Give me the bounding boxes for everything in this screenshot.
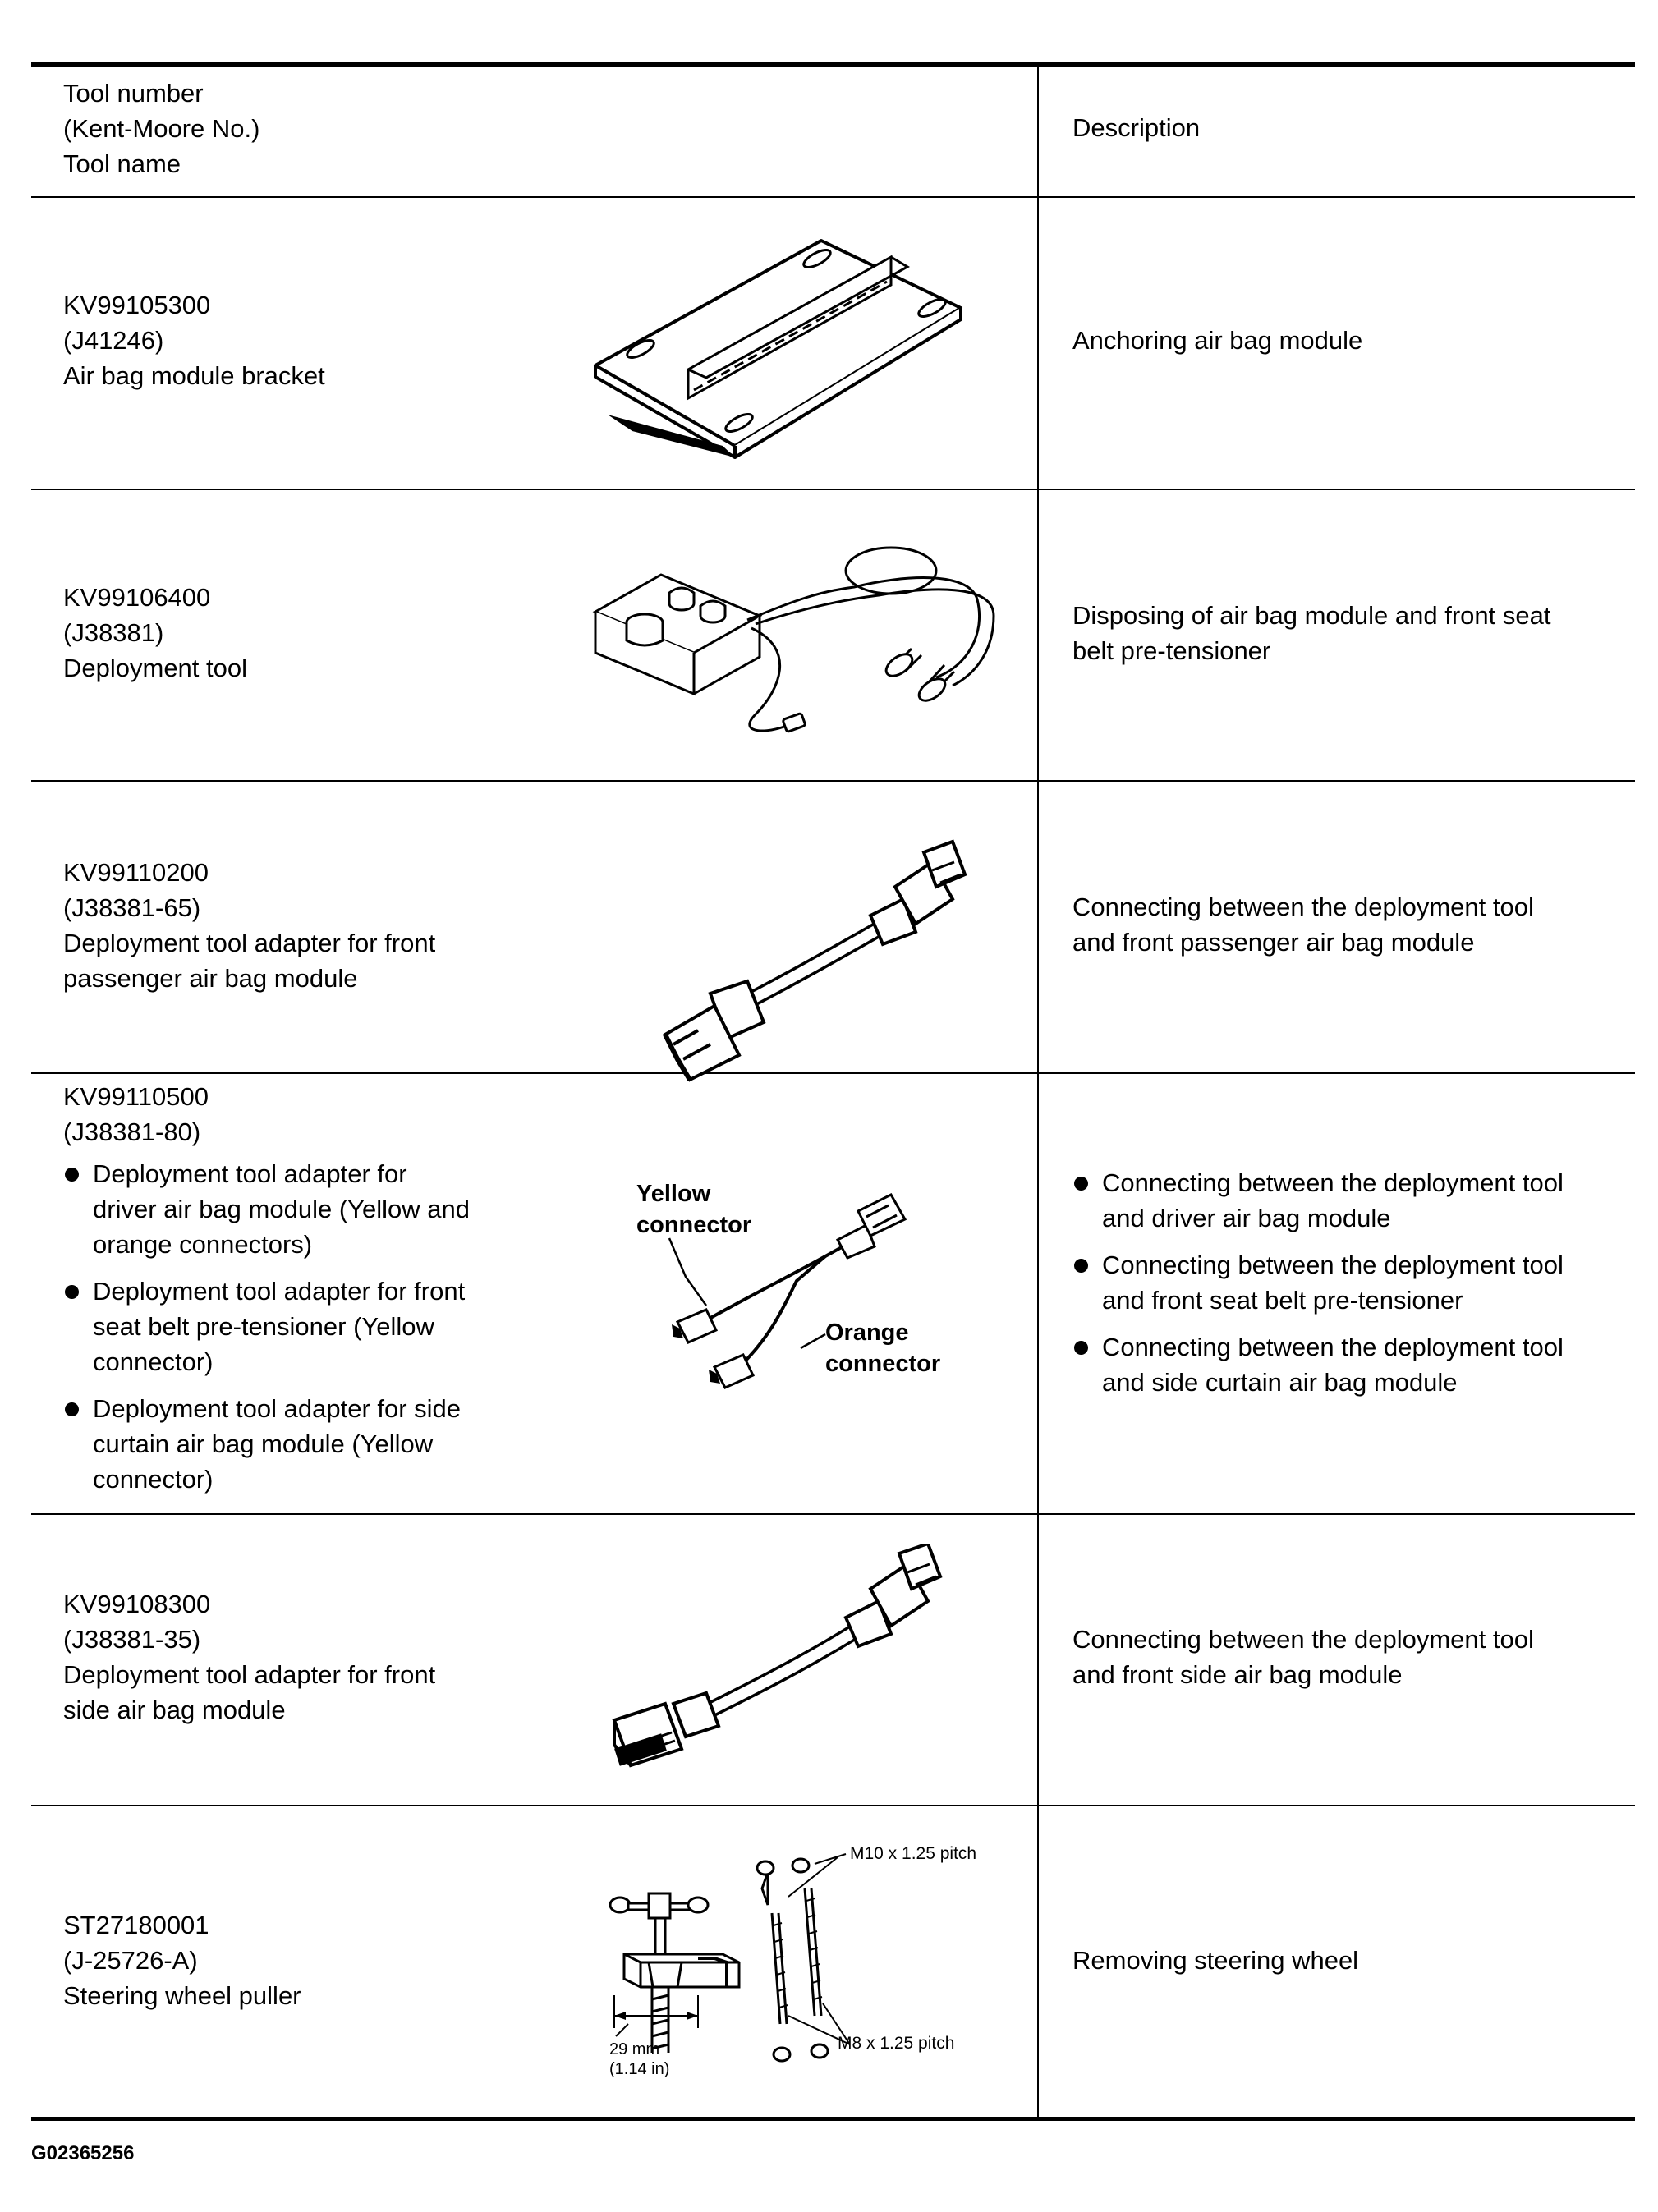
figure-id: G02365256	[31, 2142, 135, 2164]
tool-info-kv99108300	[63, 1586, 435, 1728]
list-item	[1072, 1165, 1614, 1236]
tool-info-kv99106400	[63, 580, 247, 686]
header-label: Tool number	[63, 79, 204, 108]
tool-name-line: driver air bag module (Yellow and	[93, 1195, 470, 1223]
air-bag-module-bracket-drawing	[591, 226, 977, 472]
row-divider	[31, 1805, 1635, 1806]
kent-moore-number: (J38381)	[63, 618, 164, 647]
tool-number: KV99108300	[63, 1590, 211, 1618]
tool-number: KV99106400	[63, 583, 211, 612]
orange-connector-label: Orange	[825, 1319, 909, 1346]
deployment-tool-drawing	[583, 525, 1002, 755]
description-text: Connecting between the deployment tool	[1072, 1625, 1534, 1654]
tool-name-line: seat belt pre-tensioner (Yellow	[93, 1312, 434, 1341]
tool-info-kv99110200	[63, 855, 435, 996]
description-text: Connecting between the deployment tool	[1072, 893, 1534, 921]
header-label: Description	[1072, 113, 1201, 142]
tool-name-list	[63, 1156, 531, 1497]
orange-connector-label: connector	[825, 1351, 941, 1377]
description-text: and front side air bag module	[1072, 1660, 1403, 1689]
tool-number: KV99105300	[63, 291, 211, 319]
steering-wheel-puller-drawing	[599, 1839, 985, 2086]
tool-name: passenger air bag module	[63, 964, 358, 993]
tool-name: Deployment tool adapter for front	[63, 1660, 436, 1689]
tool-description-kv99108300	[1072, 1622, 1614, 1692]
kent-moore-number: (J38381-35)	[63, 1625, 201, 1654]
tool-name: Air bag module bracket	[63, 361, 325, 390]
list-item	[1072, 1247, 1614, 1318]
dual-connector-adapter-drawing	[624, 1174, 969, 1420]
tool-name-line: curtain air bag module (Yellow	[93, 1430, 434, 1458]
dimension-mm: 29 mm	[609, 2040, 660, 2058]
column-divider	[1037, 64, 1039, 2120]
kent-moore-number: (J38381-80)	[63, 1117, 201, 1146]
description-text: Anchoring air bag module	[1072, 326, 1363, 355]
tool-description-kv99110200	[1072, 889, 1614, 960]
description-line: and driver air bag module	[1102, 1204, 1391, 1232]
tool-name: side air bag module	[63, 1696, 286, 1724]
adapter-harness-drawing	[649, 838, 994, 1084]
tool-description-kv99105300	[1072, 323, 1614, 358]
description-line: Connecting between the deployment tool	[1102, 1168, 1564, 1197]
description-line: Connecting between the deployment tool	[1102, 1251, 1564, 1279]
header-label: Tool name	[63, 149, 181, 178]
tool-description-kv99110500	[1072, 1165, 1614, 1411]
tool-name-line: connector)	[93, 1465, 214, 1494]
row-divider	[31, 1513, 1635, 1515]
tool-name: Steering wheel puller	[63, 1981, 301, 2010]
yellow-connector-label: Yellow	[636, 1181, 711, 1207]
table-bottom-rule	[31, 2117, 1635, 2121]
tool-info-kv99110500	[63, 1079, 531, 1508]
tool-description-st27180001	[1072, 1943, 1614, 1978]
description-text: and front passenger air bag module	[1072, 928, 1475, 957]
thread-m8-label: M8 x 1.25 pitch	[838, 2034, 955, 2053]
list-item	[63, 1274, 531, 1379]
description-line: and front seat belt pre-tensioner	[1102, 1286, 1463, 1315]
tool-name-line: orange connectors)	[93, 1230, 313, 1259]
description-text: belt pre-tensioner	[1072, 636, 1271, 665]
kent-moore-number: (J41246)	[63, 326, 164, 355]
description-line: and side curtain air bag module	[1102, 1368, 1458, 1397]
tool-name-line: Deployment tool adapter for side	[93, 1394, 462, 1423]
kent-moore-number: (J38381-65)	[63, 893, 201, 922]
list-item	[1072, 1329, 1614, 1400]
tool-number: KV99110200	[63, 858, 209, 887]
tool-description-kv99106400	[1072, 598, 1614, 668]
side-adapter-harness-drawing	[608, 1544, 961, 1790]
tool-info-kv99105300	[63, 287, 325, 393]
list-item	[63, 1391, 531, 1497]
tool-name: Deployment tool adapter for front	[63, 929, 436, 957]
row-divider	[31, 489, 1635, 490]
header-tool-column	[63, 76, 259, 181]
header-description-column	[1072, 110, 1614, 145]
tool-name-line: Deployment tool adapter for	[93, 1159, 407, 1188]
kent-moore-number: (J-25726-A)	[63, 1946, 198, 1975]
description-list	[1072, 1165, 1614, 1400]
thread-m10-label: M10 x 1.25 pitch	[850, 1844, 977, 1863]
tool-name-line: connector)	[93, 1347, 214, 1376]
tool-info-st27180001	[63, 1907, 301, 2013]
description-text: Disposing of air bag module and front seat	[1072, 601, 1551, 630]
yellow-connector-label: connector	[636, 1212, 752, 1238]
dimension-in: (1.14 in)	[609, 2060, 670, 2078]
header-label: (Kent-Moore No.)	[63, 114, 260, 143]
list-item	[63, 1156, 531, 1262]
table-top-rule	[31, 62, 1635, 67]
row-divider	[31, 196, 1635, 198]
description-line: Connecting between the deployment tool	[1102, 1333, 1564, 1361]
tool-name: Deployment tool	[63, 654, 248, 682]
tool-number: ST27180001	[63, 1911, 209, 1939]
description-text: Removing steering wheel	[1072, 1946, 1359, 1975]
tool-name-line: Deployment tool adapter for front	[93, 1277, 466, 1306]
tool-number: KV99110500	[63, 1082, 209, 1111]
row-divider	[31, 780, 1635, 782]
